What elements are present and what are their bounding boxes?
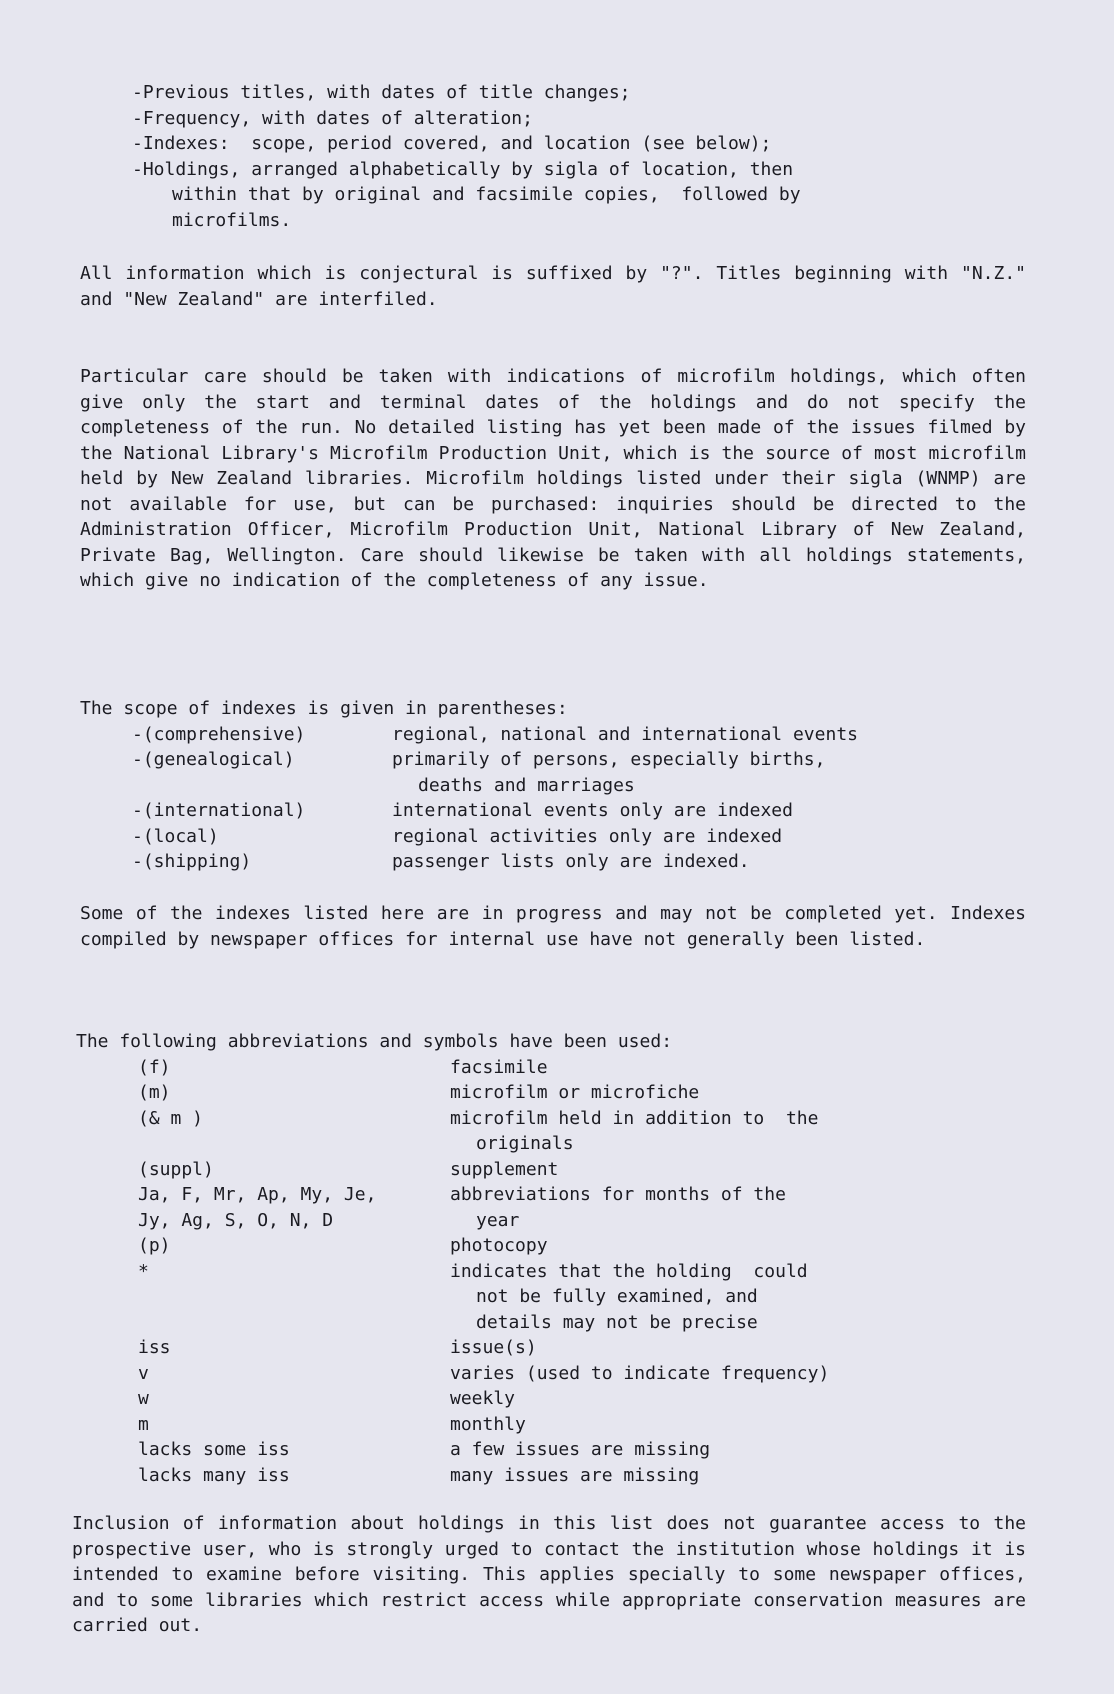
list-item [80,106,1030,132]
abbreviation-definition [450,1080,1026,1106]
abbreviation-definition [450,1335,1026,1361]
abbreviation-definition [450,1463,1026,1489]
abbreviation-definition [450,1182,1026,1233]
scope-term-text: -(shipping) [132,851,252,872]
abbreviation-term [138,1233,450,1259]
abbreviation-term [138,1080,450,1106]
abbreviation-term [138,1361,450,1387]
abbreviation-definition [450,1233,1026,1259]
abbreviation-term-line: lacks some iss [138,1439,290,1460]
scope-term-text: -(international) [132,800,306,821]
abbreviation-term-line: * [138,1260,149,1282]
list-item [80,157,1030,234]
list-item [80,80,1030,106]
list-item-line: -Indexes: scope, period covered, and location (see below); [132,133,772,154]
abbreviation-term-line: (p) [138,1235,171,1256]
abbreviation-term-line: lacks many iss [138,1464,290,1486]
abbreviation-term [138,1106,450,1157]
field-list [80,80,1030,233]
scope-definition [392,849,1030,875]
paragraph-inclusion: Inclusion of information about holdings in this list does not guarantee access to the prospective user, who is strongly urged to contact the institution whose holdings it is intended to examine before visiting. This applies specially to some newspaper offices, and to some libraries which restrict access while appropriate conservation measures are carried out. [72,1513,1026,1636]
abbreviation-definition [450,1412,1026,1438]
scope-definition-line: regional activities only are indexed [392,825,783,847]
paragraph-progress: Some of the indexes listed here are in progress and may not be completed yet. Indexes compiled by newspaper offices for internal use have not generally been listed. [80,903,1026,950]
abbreviation-term-line: m [138,1413,149,1435]
abbreviations-section [76,1029,1026,1488]
abbreviation-definition-line: monthly [450,1413,526,1435]
abbreviation-term-line: iss [138,1337,171,1358]
abbreviation-term [138,1412,450,1438]
abbreviation-term [138,1259,450,1336]
list-item-line: within that by original and facsimile copies, followed by [172,184,801,205]
abbreviation-definition [450,1157,1026,1183]
scope-definition-line: regional, national and international events [392,723,858,745]
list-item-line: microfilms. [172,209,292,231]
scope-section [80,696,1030,875]
scope-term [132,849,392,875]
scope-term [132,747,392,798]
abbreviation-term [138,1437,450,1463]
scope-definition [392,722,1030,748]
abbreviation-term [138,1463,450,1489]
abbreviation-definition-line: varies (used to indicate frequency) [450,1362,830,1384]
abbreviation-term-line: (m) [138,1082,171,1103]
paragraph-microfilm: Particular care should be taken with indications of microfilm holdings, which often give only the start and terminal dates of the holdings and do not specify the completeness of the run. No detailed listing has yet been made of the issues filmed by the National Library's Microfilm Production Unit, which is the source of most microfilm held by New Zealand libraries. Microfilm holdings listed under their sigla (WNMP) are not available for use, but can be purchased: inquiries should be directed to the Administration Officer, Microfilm Production Unit, National Library of New Zealand, Private Bag, Wellington. Care should likewise be taken with all holdings statements, which give no indication of the completeness of any issue. [80,366,1026,591]
scope-definition-line: passenger lists only are indexed. [392,851,750,872]
abbreviation-definition-line: indicates that the holding could [450,1260,808,1282]
abbreviation-term-line: Jy, Ag, S, O, N, D [138,1209,334,1231]
scope-definition-line: deaths and marriages [418,774,635,796]
abbreviation-definition [450,1259,1026,1336]
abbreviation-definition-line: details may not be precise [476,1311,758,1333]
abbreviation-term-line: (suppl) [138,1158,214,1180]
abbreviations-list [76,1055,1026,1489]
abbreviation-definition-line: issue(s) [450,1337,537,1358]
abbreviation-term [138,1055,450,1081]
abbreviation-definition-line: originals [476,1133,574,1154]
abbreviation-definition-line: not be fully examined, and [476,1286,758,1307]
abbreviation-term [138,1157,450,1183]
list-item-line: -Holdings, arranged alphabetically by sigla of location, then [132,158,794,180]
scope-definition [392,747,1030,798]
scope-list [80,722,1030,875]
abbreviation-definition-line: facsimile [450,1056,548,1078]
list-item [80,131,1030,157]
scope-definition [392,798,1030,824]
scope-term [132,798,392,824]
abbreviation-term-line: (& m ) [138,1107,204,1129]
abbreviation-term [138,1386,450,1412]
scope-term [132,722,392,748]
abbreviation-definition-line: many issues are missing [450,1464,700,1486]
abbreviation-definition-line: microfilm held in addition to the [450,1107,819,1129]
scope-term-text: -(genealogical) [132,749,295,770]
abbreviation-term [138,1182,450,1233]
scope-term-text: -(local) [132,825,219,847]
abbreviation-definition-line: microfilm or microfiche [450,1082,700,1103]
abbreviation-definition [450,1361,1026,1387]
scope-definition-line: international events only are indexed [392,800,793,821]
scope-definition [392,824,1030,850]
paragraph-conjectural: All information which is conjectural is suffixed by "?". Titles beginning with "N.Z." and "New Zealand" are interfiled. [80,263,1026,310]
abbreviation-term-line: v [138,1362,149,1384]
scope-term-text: -(comprehensive) [132,723,306,745]
abbreviations-intro: The following abbreviations and symbols have been used: [76,1031,673,1052]
abbreviation-term-line: (f) [138,1056,171,1078]
list-item-line: -Frequency, with dates of alteration; [132,107,533,129]
abbreviation-definition-line: abbreviations for months of the [450,1184,786,1205]
scope-intro: The scope of indexes is given in parentheses: [80,698,568,719]
abbreviation-term-line: Ja, F, Mr, Ap, My, Je, [138,1184,377,1205]
abbreviation-definition [450,1055,1026,1081]
abbreviation-term [138,1335,450,1361]
abbreviation-definition-line: year [476,1209,520,1231]
abbreviation-definition-line: photocopy [450,1235,548,1256]
abbreviation-definition-line: weekly [450,1388,516,1409]
scope-definition-line: primarily of persons, especially births, [392,749,826,770]
abbreviation-definition [450,1386,1026,1412]
abbreviation-definition-line: supplement [450,1158,559,1180]
abbreviation-definition [450,1106,1026,1157]
abbreviation-definition-line: a few issues are missing [450,1439,711,1460]
abbreviation-term-line: w [138,1388,149,1409]
abbreviation-definition [450,1437,1026,1463]
list-item-line: -Previous titles, with dates of title changes; [132,82,631,103]
scope-term [132,824,392,850]
